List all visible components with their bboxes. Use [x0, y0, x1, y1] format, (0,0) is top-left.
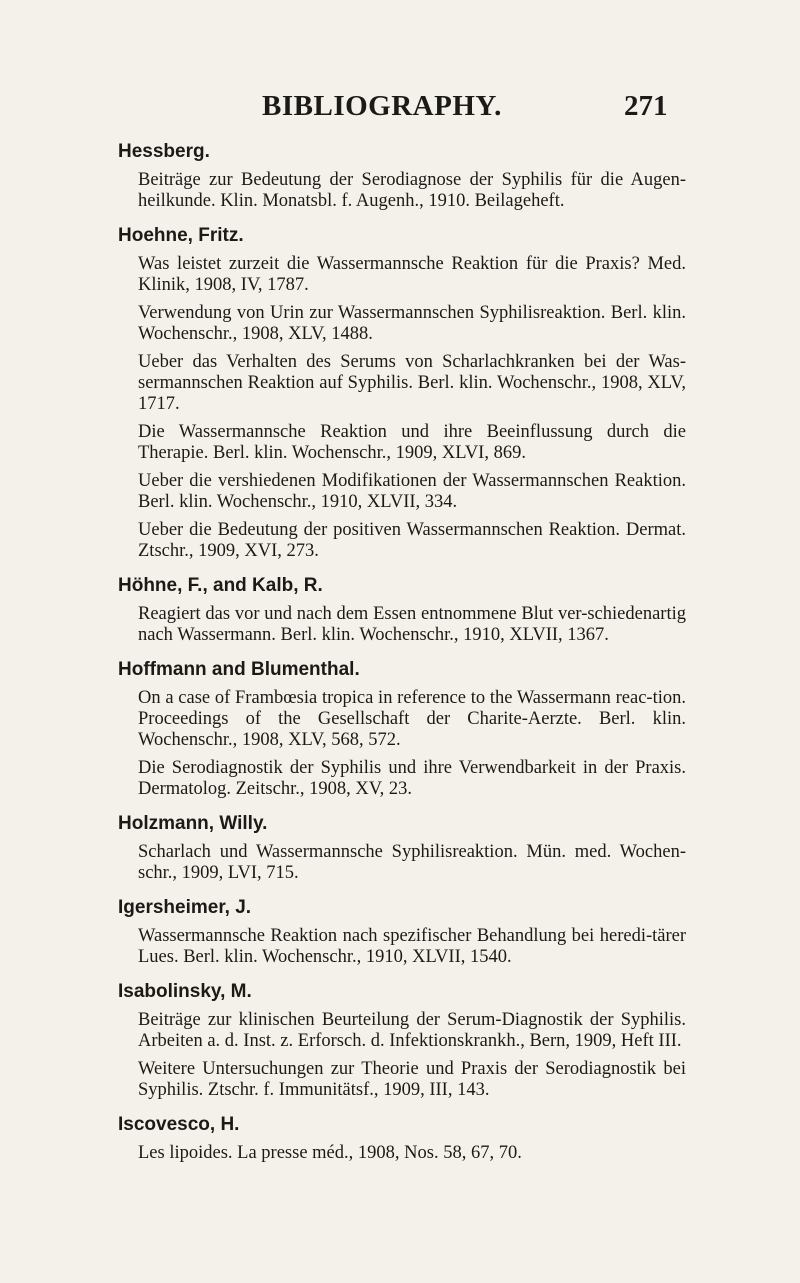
bibliography-entry: Die Serodiagnostik der Syphilis und ihre Verwendbarkeit in der Praxis. Dermatolog. Zeitschr., 1908, XV, 23. — [138, 758, 686, 799]
bibliography-group — [120, 658, 686, 800]
bibliography-entry: Scharlach und Wassermannsche Syphilisreaktion. Mün. med. Wochen-schr., 1909, LVI, 715. — [138, 842, 686, 883]
running-title: BIBLIOGRAPHY. — [262, 90, 502, 122]
bibliography-entry: Ueber die vershiedenen Modifikationen der Wassermannschen Reaktion. Berl. klin. Wochenschr., 1910, XLVII, 334. — [138, 471, 686, 512]
bibliography-group — [120, 896, 686, 968]
author-heading: Höhne, F., and Kalb, R. — [118, 575, 323, 596]
bibliography-entry: Beiträge zur Bedeutung der Serodiagnose der Syphilis für die Augen-heilkunde. Klin. Monatsbl. f. Augenh., 1910. Beilageheft. — [138, 170, 686, 211]
author-heading: Holzmann, Willy. — [118, 813, 268, 834]
bibliography-group — [120, 980, 686, 1101]
bibliography-entry: Ueber die Bedeutung der positiven Wassermannschen Reaktion. Dermat. Ztschr., 1909, XVI, 273. — [138, 520, 686, 561]
bibliography-group — [120, 224, 686, 562]
author-heading: Hessberg. — [118, 141, 210, 162]
page-header — [0, 90, 800, 130]
bibliography-group — [120, 140, 686, 212]
author-heading: Hoffmann and Blumenthal. — [118, 659, 360, 680]
bibliography-entry: Beiträge zur klinischen Beurteilung der Serum-Diagnostik der Syphilis. Arbeiten a. d. Inst. z. Erforsch. d. Infektionskrankh., Bern, 1909, Heft III. — [138, 1010, 686, 1051]
author-heading: Iscovesco, H. — [118, 1114, 240, 1135]
author-heading: Isabolinsky, M. — [118, 981, 252, 1002]
bibliography-list — [120, 140, 686, 1176]
bibliography-entry: Ueber das Verhalten des Serums von Scharlachkranken bei der Was-sermannschen Reaktion auf Syphilis. Berl. klin. Wochenschr., 1908, XLV, 1717. — [138, 352, 686, 414]
author-heading: Hoehne, Fritz. — [118, 225, 244, 246]
bibliography-entry: Weitere Untersuchungen zur Theorie und Praxis der Serodiagnostik bei Syphilis. Ztschr. f. Immunitätsf., 1909, III, 143. — [138, 1059, 686, 1100]
bibliography-group — [120, 1113, 686, 1164]
bibliography-entry: Reagiert das vor und nach dem Essen entnommene Blut ver-schiedenartig nach Wassermann. Berl. klin. Wochenschr., 1910, XLVII, 1367. — [138, 604, 686, 645]
bibliography-entry: Verwendung von Urin zur Wassermannschen Syphilisreaktion. Berl. klin. Wochenschr., 1908, XLV, 1488. — [138, 303, 686, 344]
bibliography-entry: Die Wassermannsche Reaktion und ihre Beeinflussung durch die Therapie. Berl. klin. Wochenschr., 1909, XLVI, 869. — [138, 422, 686, 463]
bibliography-entry: Wassermannsche Reaktion nach spezifischer Behandlung bei heredi-tärer Lues. Berl. klin. Wochenschr., 1910, XLVII, 1540. — [138, 926, 686, 967]
bibliography-entry: On a case of Frambœsia tropica in reference to the Wassermann reac-tion. Proceedings of the Gesellschaft der Charite-Aerzte. Berl. klin. Wochenschr., 1908, XLV, 568, 572. — [138, 688, 686, 750]
author-heading: Igersheimer, J. — [118, 897, 252, 918]
bibliography-entry: Was leistet zurzeit die Wassermannsche Reaktion für die Praxis? Med. Klinik, 1908, IV, 1787. — [138, 254, 686, 295]
page-number: 271 — [624, 90, 668, 122]
bibliography-entry: Les lipoides. La presse méd., 1908, Nos. 58, 67, 70. — [138, 1143, 522, 1163]
bibliography-group — [120, 574, 686, 646]
bibliography-group — [120, 812, 686, 884]
